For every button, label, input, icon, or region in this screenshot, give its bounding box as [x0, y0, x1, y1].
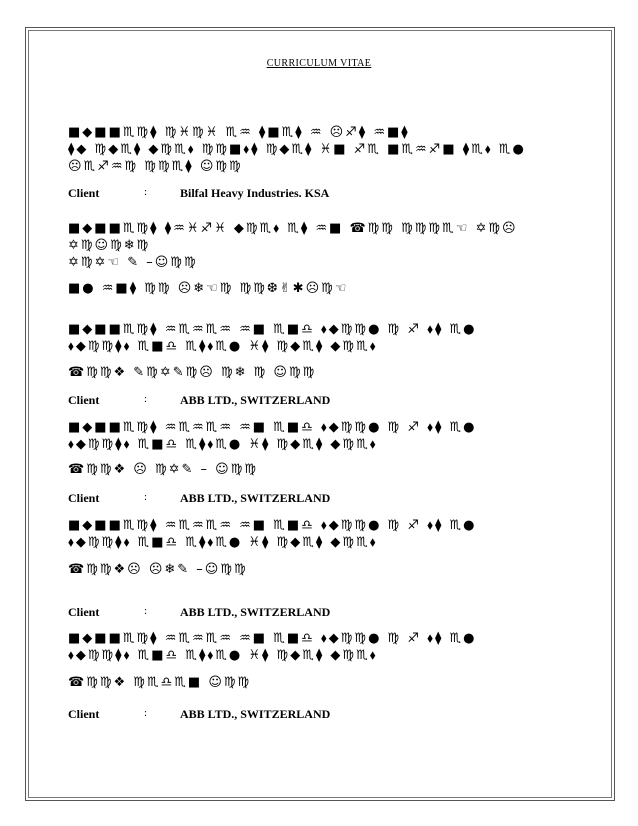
symbol-font-text-line: ■◆■■♏♍⧫ ♒♏♒♏♒ ♒■ ♏■♎ ⬧◆♍♍● ♍ ♐ ⬧⧫ ♏●: [68, 518, 477, 533]
client-name: ABB LTD., SWITZERLAND: [180, 491, 331, 505]
client-label: Client: [68, 605, 100, 619]
client-name: ABB LTD., SWITZERLAND: [180, 707, 331, 721]
client-label: Client: [68, 491, 100, 505]
symbol-font-text-line: ⬧◆♍♍⧫⬧ ♏■♎ ♏⧫⬧♏● ♓⧫ ♍◆♏⧫ ◆♍♏⬧: [68, 437, 378, 452]
symbol-font-text-line: ✡♍✡☜ ✎ –☺♍♍: [68, 255, 198, 270]
symbol-font-text-line: ⬧◆♍♍⧫⬧ ♏■♎ ♏⧫⬧♏● ♓⧫ ♍◆♏⧫ ◆♍♏⬧: [68, 339, 378, 354]
symbol-font-text-line: ■◆■■♏♍⧫ ♍♓♍♓ ♏♒ ⧫■♏⧫ ♒ ☹♐⧫ ♒■⧫: [68, 125, 410, 140]
symbol-font-text-line: ☎♍♍❖ ☹ ♍✡✎ – ☺♍♍: [68, 462, 259, 477]
client-colon: :: [144, 707, 148, 719]
client-colon: :: [144, 186, 148, 198]
client-colon: :: [144, 491, 148, 503]
symbol-font-text-line: ■◆■■♏♍⧫ ♒♏♒♏♒ ♒■ ♏■♎ ⬧◆♍♍● ♍ ♐ ⬧⧫ ♏●: [68, 420, 477, 435]
client-name: ABB LTD., SWITZERLAND: [180, 605, 331, 619]
symbol-font-text-line: ☎♍♍❖ ♍♏♎♏■ ☺♍♍: [68, 675, 252, 690]
symbol-font-text-line: ■● ♒■⧫ ♍♍ ☹❄☜♍ ♍♍❆✌✱☹♍☜: [68, 281, 349, 296]
symbol-font-text-line: ■◆■■♏♍⧫ ♒♏♒♏♒ ♒■ ♏■♎ ⬧◆♍♍● ♍ ♐ ⬧⧫ ♏●: [68, 631, 477, 646]
document-title: CURRICULUM VITAE: [266, 58, 372, 69]
client-label: Client: [68, 186, 100, 200]
client-colon: :: [144, 605, 148, 617]
symbol-font-text-line: ✡♍☺♍❄♍: [68, 238, 151, 253]
symbol-font-text-line: ■◆■■♏♍⧫ ⧫♒♓♐♓ ◆♍♏⬧ ♏⧫ ♒■ ☎♍♍ ♍♍♍♏☜ ✡♍☹: [68, 221, 518, 236]
symbol-font-text-line: ☹♏♐♒♍ ♍♍♏⧫ ☺♍♍: [68, 159, 243, 174]
client-label: Client: [68, 393, 100, 407]
symbol-font-text-line: ☎♍♍❖ ✎♍✡✎♍☹ ♍❄ ♍ ☺♍♍: [68, 365, 317, 380]
client-name: ABB LTD., SWITZERLAND: [180, 393, 331, 407]
client-label: Client: [68, 707, 100, 721]
symbol-font-text-line: ■◆■■♏♍⧫ ♒♏♒♏♒ ♒■ ♏■♎ ⬧◆♍♍● ♍ ♐ ⬧⧫ ♏●: [68, 322, 477, 337]
symbol-font-text-line: ⬧◆♍♍⧫⬧ ♏■♎ ♏⧫⬧♏● ♓⧫ ♍◆♏⧫ ◆♍♏⬧: [68, 648, 378, 663]
symbol-font-text-line: ⬧◆♍♍⧫⬧ ♏■♎ ♏⧫⬧♏● ♓⧫ ♍◆♏⧫ ◆♍♏⬧: [68, 535, 378, 550]
symbol-font-text-line: ☎♍♍❖☹ ☹❄✎ –☺♍♍: [68, 562, 248, 577]
symbol-font-text-line: ⧫◆ ♍◆♏⧫ ◆♍♏⬧ ♍♍■⬧⧫ ♍◆♏⧫ ♓■ ♐♏ ■♏♒♐■ ⧫♏⬧ ♏●: [68, 142, 526, 157]
client-name: Bilfal Heavy Industries. KSA: [180, 186, 330, 200]
client-colon: :: [144, 393, 148, 405]
